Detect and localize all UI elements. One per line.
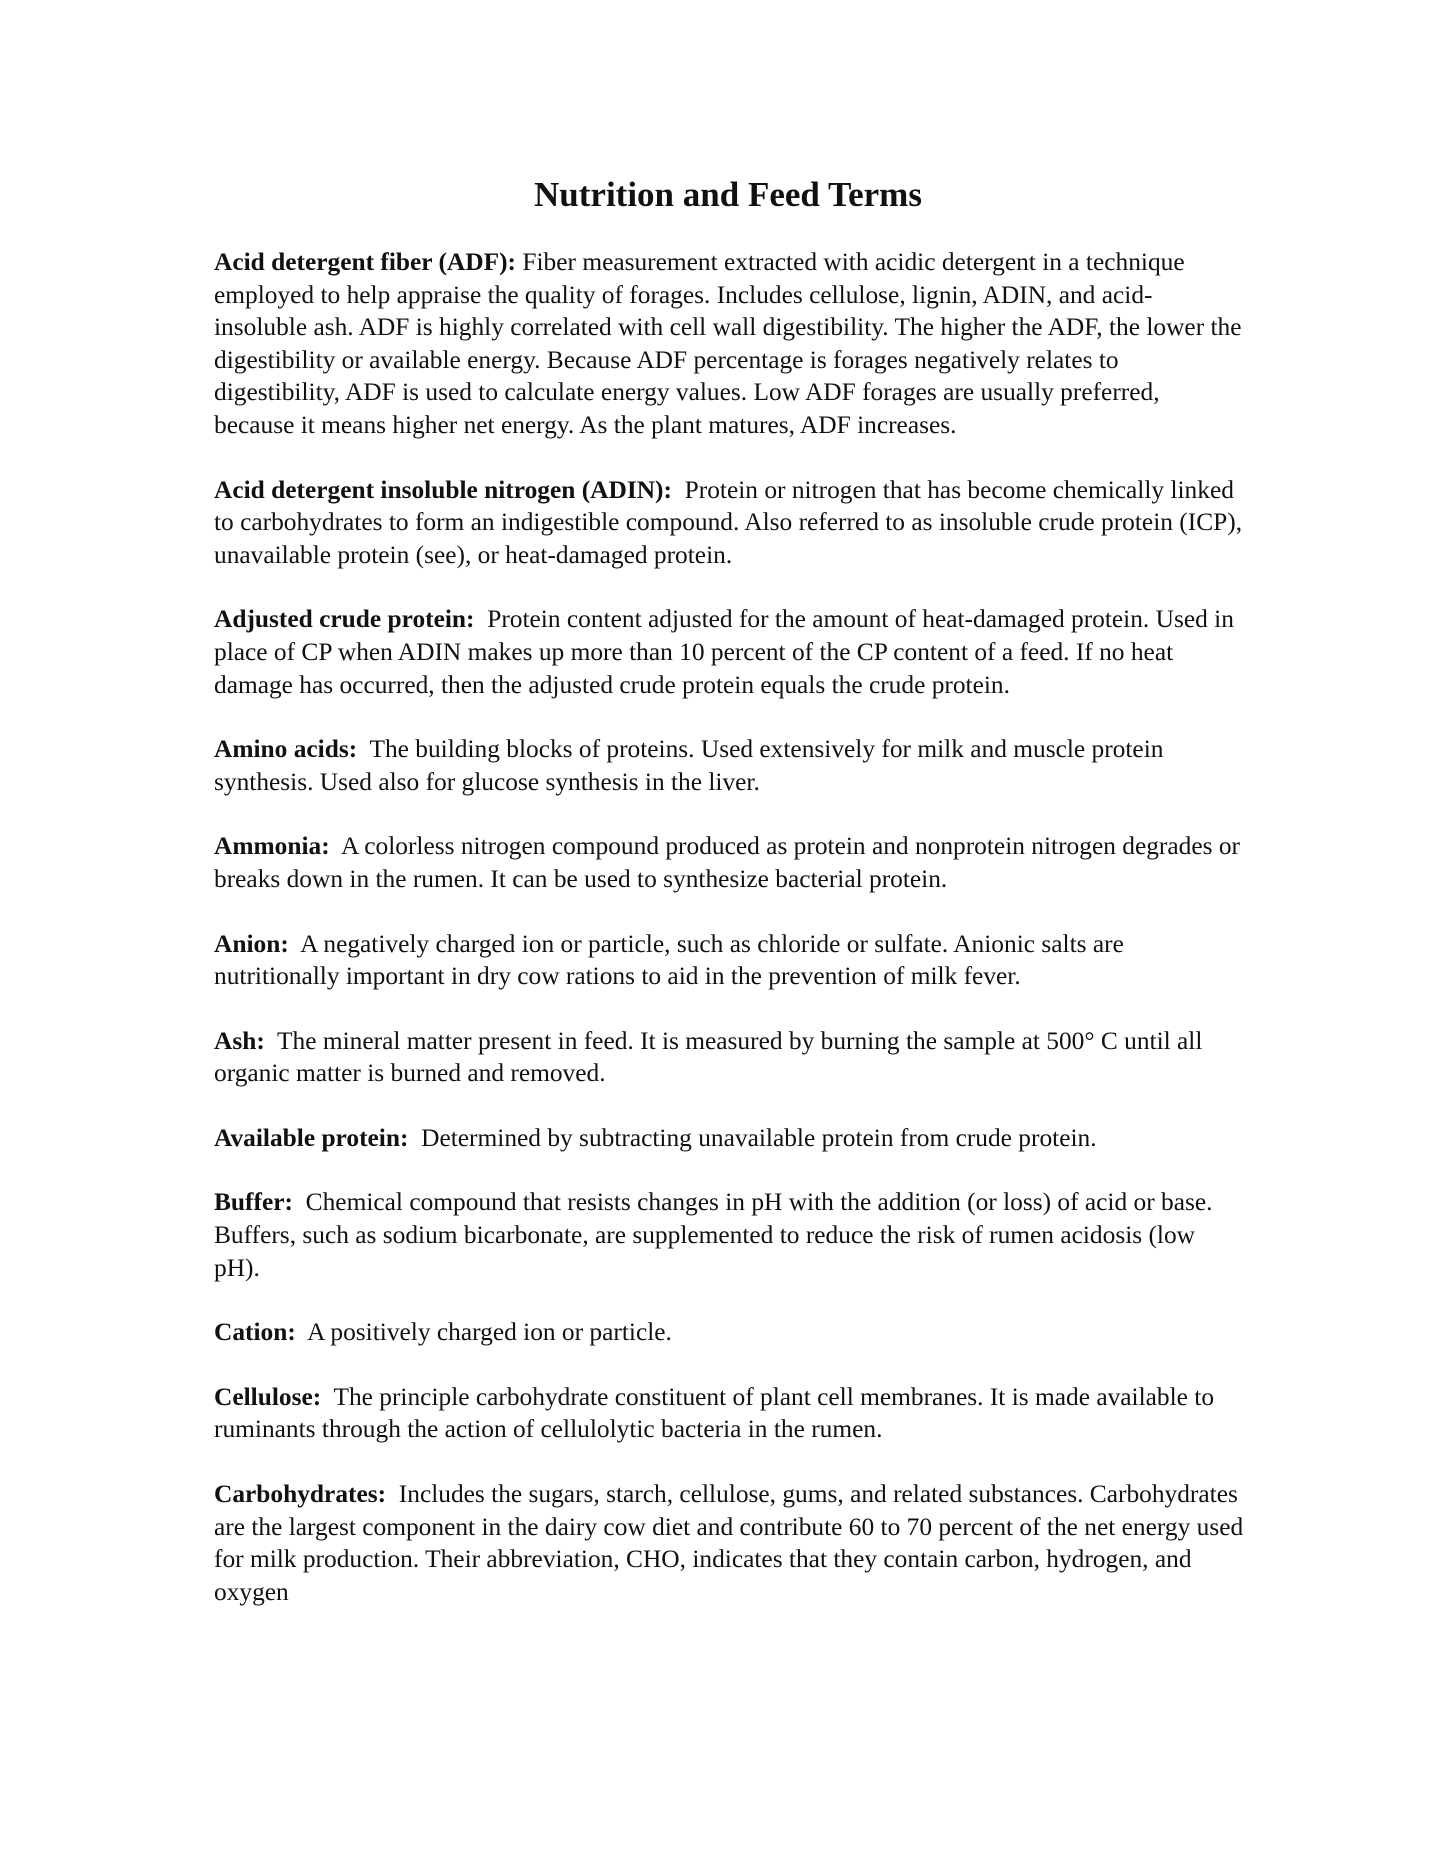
glossary-entry [214, 603, 1244, 701]
glossary-definition: Fiber measurement extracted with acidic detergent in a technique employed to help appraise the quality of forages. Includes cellulose, lignin, ADIN, and acid-insoluble ash. ADF is highly correlated with cell wall digestibility. The higher the ADF, the lower the digestibility or available energy. Because ADF percentage is forages negatively relates to digestibility, ADF is used to calculate energy values. Low ADF forages are usually preferred, because it means higher net energy. As the plant matures, ADF increases. [214, 248, 1242, 439]
glossary-term: Ash: [214, 1026, 265, 1055]
glossary-definition: The mineral matter present in feed. It is measured by burning the sample at 500° C until all organic matter is burned and removed. [214, 1026, 1203, 1088]
glossary-term: Acid detergent insoluble nitrogen (ADIN): [214, 475, 672, 504]
glossary-term: Available protein: [214, 1123, 409, 1152]
glossary-definition: A positively charged ion or particle. [307, 1318, 672, 1347]
glossary-definition: Determined by subtracting unavailable protein from crude protein. [421, 1123, 1097, 1152]
glossary-entry [214, 1381, 1244, 1446]
glossary-term: Cation: [214, 1318, 296, 1347]
glossary-term: Carbohydrates: [214, 1480, 387, 1509]
glossary-entry [214, 1025, 1244, 1090]
glossary-entry [214, 1122, 1244, 1155]
glossary-entry [214, 830, 1244, 895]
glossary-term: Acid detergent fiber (ADF): [214, 248, 517, 276]
glossary-definition: The principle carbohydrate constituent of plant cell membranes. It is made available to ruminants through the action of cellulolytic bacteria in the rumen. [214, 1382, 1215, 1444]
glossary-definition: Protein or nitrogen that has become chemically linked to carbohydrates to form an indigestible compound. Also referred to as insoluble crude protein (ICP), unavailable protein (see), or heat-damaged protein. [214, 475, 1243, 569]
glossary-definition: A colorless nitrogen compound produced as protein and nonprotein nitrogen degrades or breaks down in the rumen. It can be used to synthesize bacterial protein. [214, 832, 1240, 893]
glossary-entry [214, 928, 1244, 993]
glossary-term: Cellulose: [214, 1382, 322, 1411]
glossary-term: Buffer: [214, 1188, 293, 1217]
glossary-entry [214, 733, 1244, 798]
glossary-entry [214, 1186, 1244, 1284]
glossary-term: Anion: [214, 929, 289, 958]
glossary-list [214, 246, 1244, 1640]
glossary-definition: Chemical compound that resists changes in pH with the addition (or loss) of acid or base. Buffers, such as sodium bicarbonate, are supplemented to reduce the risk of rumen acidosis (low pH). [214, 1188, 1213, 1282]
glossary-entry [214, 246, 1244, 442]
glossary-definition: Protein content adjusted for the amount of heat-damaged protein. Used in place of CP when ADIN makes up more than 10 percent of the CP content of a feed. If no heat damage has occurred, then the adjusted crude protein equals the crude protein. [214, 605, 1234, 699]
glossary-definition: A negatively charged ion or particle, such as chloride or sulfate. Anionic salts are nutritionally important in dry cow rations to aid in the prevention of milk fever. [214, 929, 1124, 991]
glossary-entry [214, 1316, 1244, 1349]
glossary-definition: The building blocks of proteins. Used extensively for milk and muscle protein synthesis. Used also for glucose synthesis in the liver. [214, 735, 1164, 796]
page-title: Nutrition and Feed Terms [534, 175, 922, 214]
glossary-term: Ammonia: [214, 832, 330, 861]
glossary-definition: Includes the sugars, starch, cellulose, gums, and related substances. Carbohydrates are the largest component in the dairy cow diet and contribute 60 to 70 percent of the net energy used for milk production. Their abbreviation, CHO, indicates that they contain carbon, hydrogen, and oxygen [214, 1480, 1244, 1606]
glossary-entry [214, 474, 1244, 572]
glossary-entry [214, 1478, 1244, 1608]
glossary-term: Amino acids: [214, 735, 358, 764]
glossary-term: Adjusted crude protein: [214, 605, 475, 634]
